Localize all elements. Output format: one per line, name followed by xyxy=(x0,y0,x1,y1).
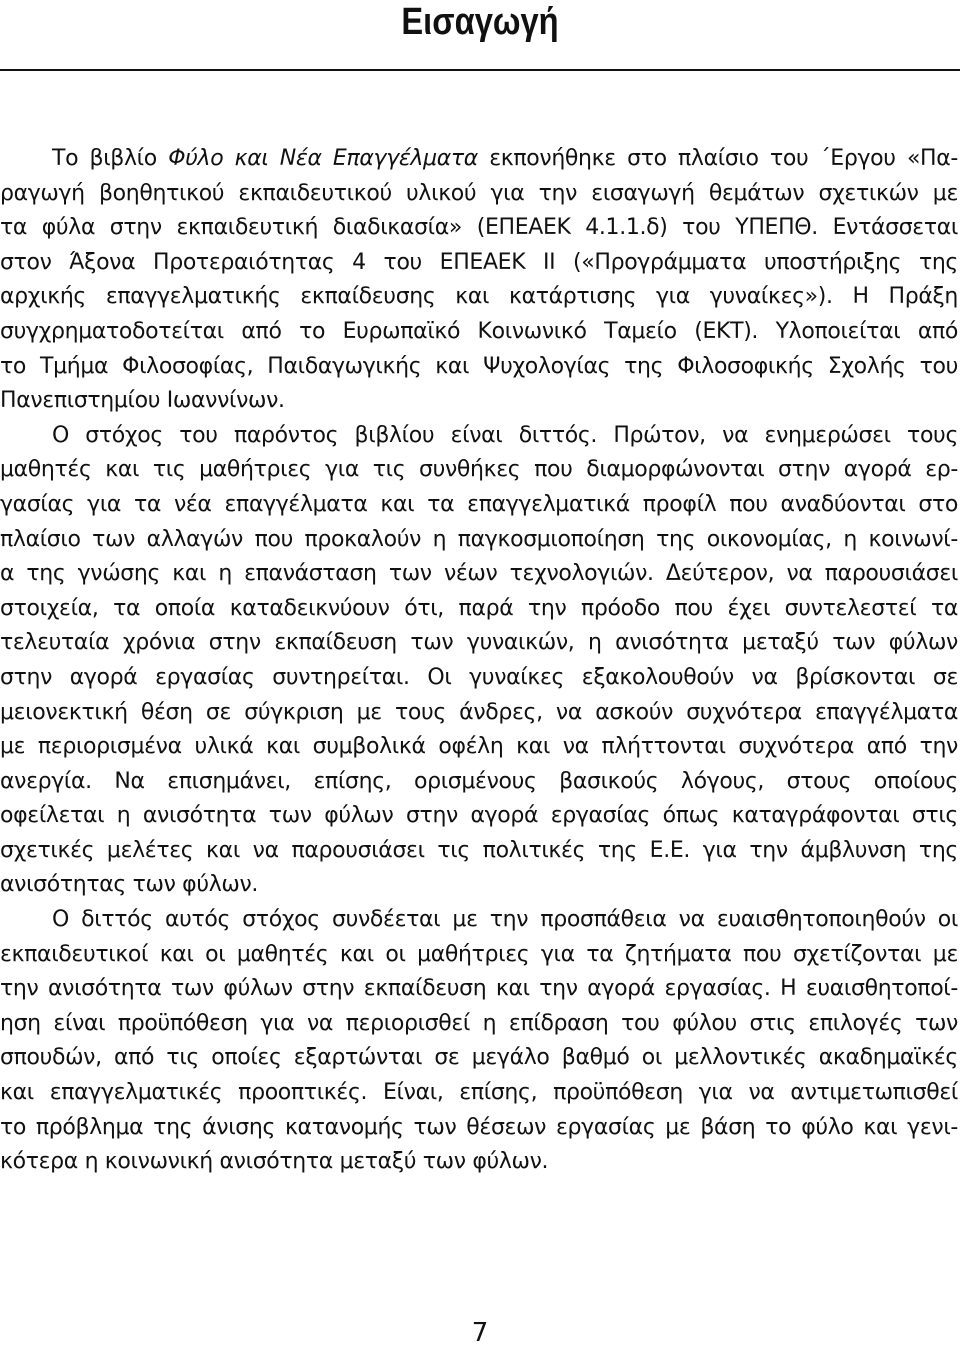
text-line: την ανισότητα των φύλων στην εκπαίδευση και την αγορά εργασίας. Η ευαισθητοποί- xyxy=(0,976,958,1002)
text-line: συγχρηματοδοτείται από το Ευρωπαϊκό Κοινωνικό Ταμείο (ΕΚΤ). Υλοποιείται από xyxy=(0,318,958,344)
text-line: τελευταία χρόνια στην εκπαίδευση των γυναικών, η ανισότητα μεταξύ των φύλων xyxy=(0,630,958,656)
text-line: ηση είναι προϋπόθεση για να περιορισθεί η επίδραση του φύλου στις επιλογές των xyxy=(0,1010,958,1036)
text-line: εκπαιδευτικοί και οι μαθητές και οι μαθήτριες για τα ζητήματα που σχετίζονται με xyxy=(0,941,958,967)
text-line: οφείλεται η ανισότητα των φύλων στην αγορά εργασίας όπως καταγράφονται στις xyxy=(0,803,958,829)
text-line: α της γνώσης και η επανάσταση των νέων τεχνολογιών. Δεύτερον, να παρουσιάσει xyxy=(0,561,958,587)
text-line: σπουδών, από τις οποίες εξαρτώνται σε μεγάλο βαθμό οι μελλοντικές ακαδημαϊκές xyxy=(0,1045,958,1071)
book-title-italic: Φύλο και Νέα Επαγγέλματα xyxy=(168,146,478,171)
text-line: Πανεπιστημίου Ιωαννίνων. xyxy=(0,388,285,414)
text-line: ανεργία. Να επισημάνει, επίσης, ορισμένους βασικούς λόγους, στους οποίους xyxy=(0,768,958,794)
text-line: και επαγγελματικές προοπτικές. Είναι, επίσης, προϋπόθεση για να αντιμετωπισθεί xyxy=(0,1080,958,1106)
text-line: μαθητές και τις μαθήτριες για τις συνθήκες που διαμορφώνονται στην αγορά ερ- xyxy=(0,457,958,483)
text-line: μειονεκτική θέση σε σύγκριση με τους άνδρες, να ασκούν συχνότερα επαγγέλματα xyxy=(0,699,958,725)
paragraph xyxy=(0,903,958,1180)
text-line: στον Άξονα Προτεραιότητας 4 του ΕΠΕΑΕΚ ΙΙ («Προγράμματα υποστήριξης της xyxy=(0,249,958,275)
text-line: κότερα η κοινωνική ανισότητα μεταξύ των φύλων. xyxy=(0,1149,549,1175)
text-line: στοιχεία, τα οποία καταδεικνύουν ότι, παρά την πρόοδο που έχει συντελεστεί τα xyxy=(0,595,958,621)
text-line: τα φύλα στην εκπαιδευτική διαδικασία» (ΕΠΕΑΕΚ 4.1.1.δ) του ΥΠΕΠΘ. Εντάσσεται xyxy=(0,215,958,241)
page-title: Εισαγωγή xyxy=(401,1,559,43)
text-line: το πρόβλημα της άνισης κατανομής των θέσεων εργασίας με βάση το φύλο και γενι- xyxy=(0,1114,958,1140)
text-line: ραγωγή βοηθητικού εκπαιδευτικού υλικού για την εισαγωγή θεμάτων σχετικών με xyxy=(0,180,958,206)
text-line: γασίας για τα νέα επαγγέλματα και τα επαγγελματικά προφίλ που αναδύονται στο xyxy=(0,491,958,517)
text-line: ανισότητας των φύλων. xyxy=(0,872,259,898)
text-segment: εκπονήθηκε στο πλαίσιο του ΄Εργου «Πα- xyxy=(477,146,958,171)
page-number: 7 xyxy=(471,1318,489,1348)
text-line: με περιορισμένα υλικά και συμβολικά οφέλη και να πλήττονται συχνότερα από την xyxy=(0,734,958,760)
paragraph xyxy=(0,419,958,903)
text-line: το Τμήμα Φιλοσοφίας, Παιδαγωγικής και Ψυχολογίας της Φιλοσοφικής Σχολής του xyxy=(0,353,958,379)
text-line: Ο στόχος του παρόντος βιβλίου είναι διττός. Πρώτον, να ενημερώσει τους xyxy=(52,422,958,448)
text-line xyxy=(0,142,958,177)
text-line: αρχικής επαγγελματικής εκπαίδευσης και κατάρτισης για γυναίκες»). Η Πράξη xyxy=(0,284,958,310)
paragraph xyxy=(0,142,958,419)
text-segment: Το βιβλίο xyxy=(52,146,169,171)
text-line: σχετικές μελέτες και να παρουσιάσει τις πολιτικές της Ε.Ε. για την άμβλυνση της xyxy=(0,837,958,863)
text-line: πλαίσιο των αλλαγών που προκαλούν η παγκοσμιοποίηση της οικονομίας, η κοινωνί- xyxy=(0,526,958,552)
title-divider xyxy=(0,69,960,71)
text-line: στην αγορά εργασίας συντηρείται. Οι γυναίκες εξακολουθούν να βρίσκονται σε xyxy=(0,664,958,690)
body-text xyxy=(0,142,958,1180)
text-line: Ο διττός αυτός στόχος συνδέεται με την προσπάθεια να ευαισθητοποιηθούν οι xyxy=(52,907,958,933)
